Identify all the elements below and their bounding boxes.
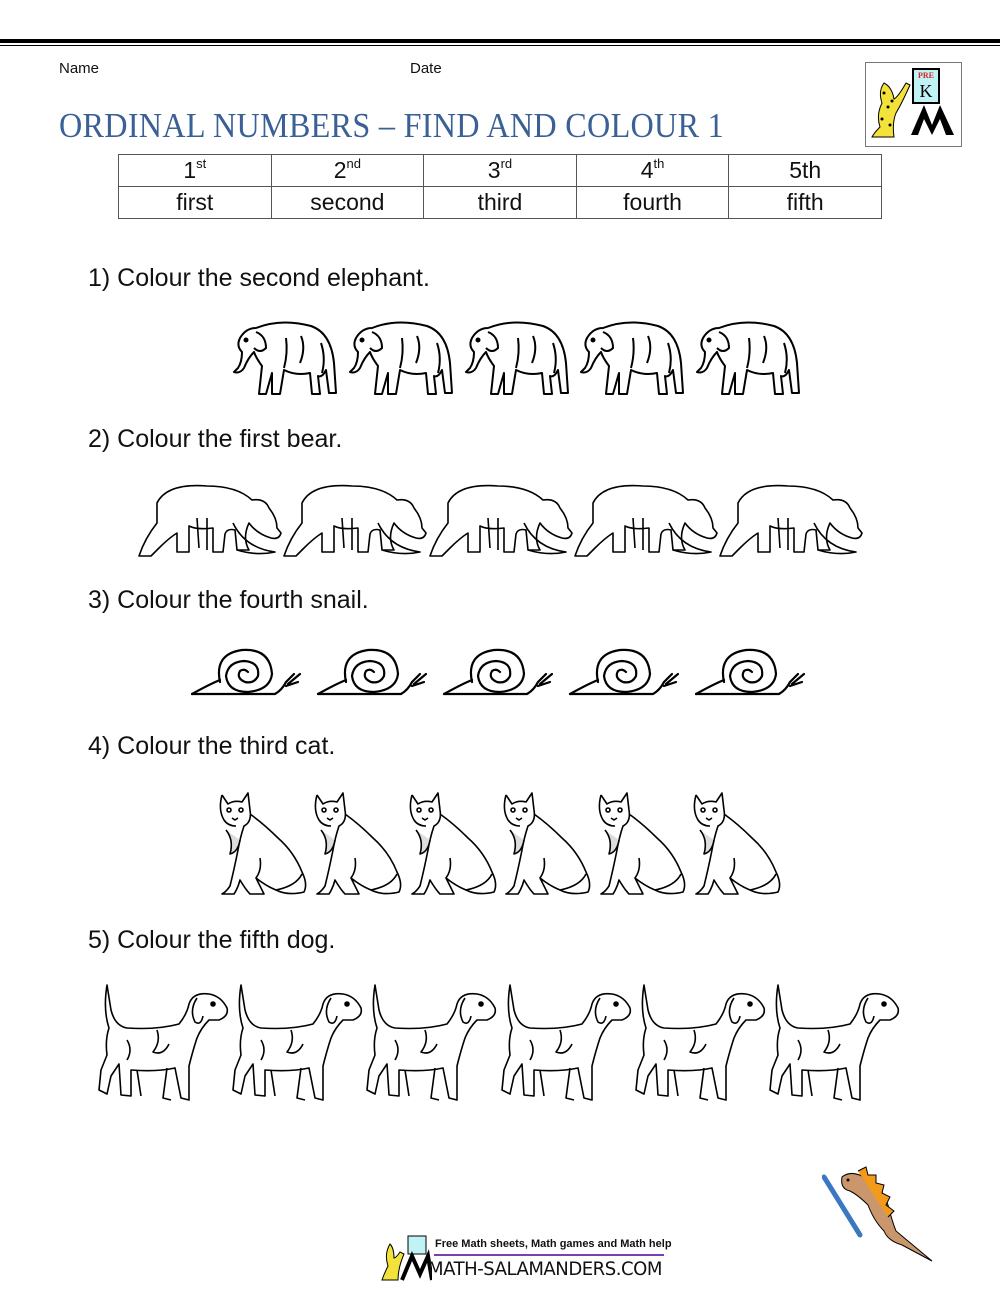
ordinal-word-row xyxy=(119,187,882,219)
snail-icon[interactable] xyxy=(568,644,680,699)
cat-icon[interactable] xyxy=(690,790,784,896)
snail-row xyxy=(190,644,806,699)
salamander-logo-icon xyxy=(380,1234,432,1284)
elephant-icon[interactable] xyxy=(226,318,341,398)
ordinal-number-row xyxy=(119,155,882,187)
dog-icon[interactable] xyxy=(634,980,768,1105)
ordinal-table xyxy=(118,154,882,219)
ordinal-number-cell: 2nd xyxy=(271,155,424,187)
dog-icon[interactable] xyxy=(365,980,499,1105)
snail-icon[interactable] xyxy=(442,644,554,699)
svg-text:K: K xyxy=(919,81,933,101)
ordinal-word-cell: fifth xyxy=(729,187,882,219)
page-title: ORDINAL NUMBERS – FIND AND COLOUR 1 xyxy=(59,106,725,145)
cat-icon[interactable] xyxy=(311,790,405,896)
footer-site-name: MATH-SALAMANDERS.COM xyxy=(428,1258,662,1280)
ordinal-number-cell: 5th xyxy=(729,155,882,187)
dog-icon[interactable] xyxy=(97,980,231,1105)
date-label: Date xyxy=(410,60,442,77)
top-rule xyxy=(0,39,1000,43)
footer-logo[interactable] xyxy=(380,1234,675,1284)
elephant-icon[interactable] xyxy=(458,318,573,398)
dog-icon[interactable] xyxy=(768,980,902,1105)
name-label: Name xyxy=(59,60,100,77)
pre-k-logo xyxy=(865,62,962,147)
ordinal-word-cell: third xyxy=(424,187,577,219)
ordinal-word-cell: first xyxy=(119,187,272,219)
cat-icon[interactable] xyxy=(500,790,594,896)
elephant-icon[interactable] xyxy=(573,318,688,398)
bear-icon[interactable] xyxy=(428,478,573,558)
ordinal-word-cell: fourth xyxy=(576,187,729,219)
bear-row xyxy=(137,478,863,558)
footer-tagline: Free Math sheets, Math games and Math help xyxy=(435,1238,672,1250)
footer-divider xyxy=(434,1254,664,1256)
salamander-illustration xyxy=(822,1165,937,1265)
cat-icon[interactable] xyxy=(406,790,500,896)
dog-row xyxy=(97,980,902,1105)
ordinal-number-cell: 1st xyxy=(119,155,272,187)
ordinal-number-cell: 3rd xyxy=(424,155,577,187)
question-4: 4) Colour the third cat. xyxy=(88,732,336,760)
dog-icon[interactable] xyxy=(500,980,634,1105)
elephant-icon[interactable] xyxy=(689,318,804,398)
elephant-row xyxy=(226,318,804,398)
question-3: 3) Colour the fourth snail. xyxy=(88,586,369,614)
bear-icon[interactable] xyxy=(573,478,718,558)
bear-icon[interactable] xyxy=(718,478,863,558)
question-5: 5) Colour the fifth dog. xyxy=(88,926,336,954)
question-2: 2) Colour the first bear. xyxy=(88,425,343,453)
cat-icon[interactable] xyxy=(216,790,310,896)
snail-icon[interactable] xyxy=(190,644,302,699)
bear-icon[interactable] xyxy=(137,478,282,558)
ordinal-number-cell: 4th xyxy=(576,155,729,187)
ordinal-word-cell: second xyxy=(271,187,424,219)
dog-icon[interactable] xyxy=(231,980,365,1105)
bear-icon[interactable] xyxy=(282,478,427,558)
top-rule-thin xyxy=(0,45,1000,46)
svg-text:PRE: PRE xyxy=(918,71,934,80)
question-1: 1) Colour the second elephant. xyxy=(88,264,430,292)
elephant-icon[interactable] xyxy=(342,318,457,398)
snail-icon[interactable] xyxy=(316,644,428,699)
snail-icon[interactable] xyxy=(694,644,806,699)
cat-icon[interactable] xyxy=(595,790,689,896)
cat-row xyxy=(216,790,784,896)
